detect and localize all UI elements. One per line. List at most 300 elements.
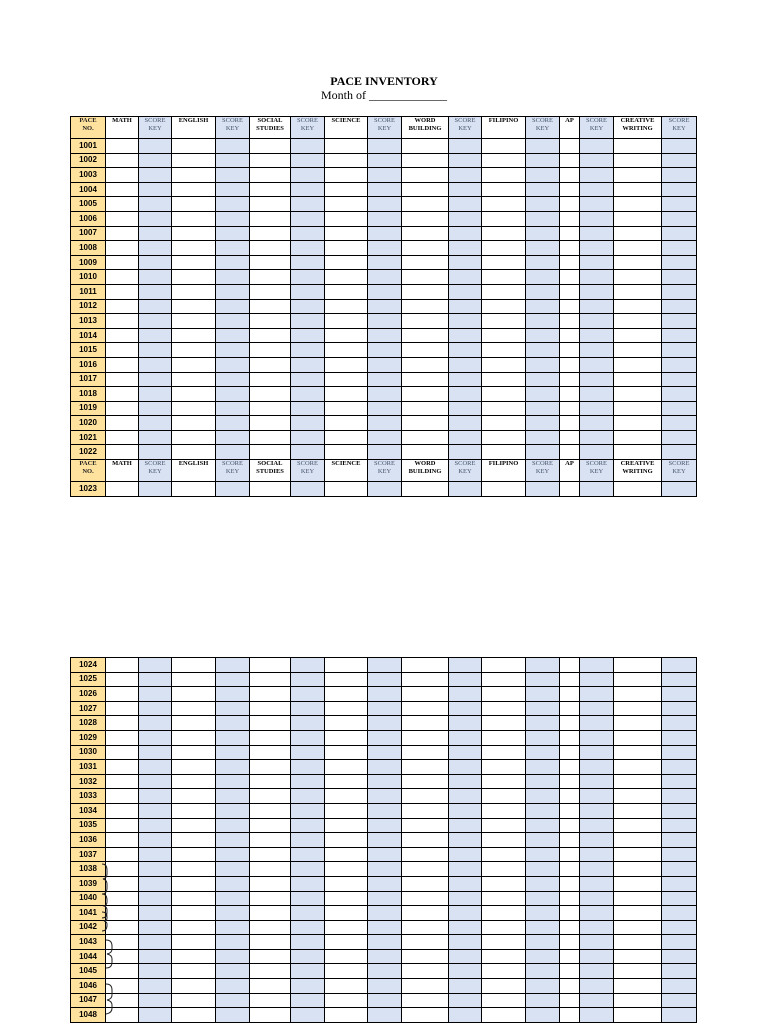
score-key-cell[interactable] (368, 314, 402, 329)
score-key-cell[interactable] (291, 789, 325, 804)
score-key-cell[interactable] (662, 730, 697, 745)
subject-cell[interactable] (614, 979, 662, 994)
score-key-cell[interactable] (662, 387, 697, 402)
score-key-cell[interactable] (291, 255, 325, 270)
subject-cell[interactable] (172, 299, 216, 314)
score-key-cell[interactable] (449, 168, 482, 183)
subject-cell[interactable] (325, 789, 368, 804)
subject-cell[interactable] (250, 139, 291, 154)
subject-cell[interactable] (560, 182, 580, 197)
subject-cell[interactable] (482, 906, 526, 921)
score-key-cell[interactable] (449, 891, 482, 906)
score-key-cell[interactable] (139, 920, 172, 935)
score-key-cell[interactable] (139, 168, 172, 183)
subject-cell[interactable] (106, 964, 139, 979)
subject-cell[interactable] (106, 416, 139, 431)
score-key-cell[interactable] (139, 270, 172, 285)
subject-cell[interactable] (482, 935, 526, 950)
score-key-cell[interactable] (580, 760, 614, 775)
subject-cell[interactable] (482, 182, 526, 197)
subject-cell[interactable] (482, 862, 526, 877)
subject-cell[interactable] (172, 255, 216, 270)
subject-cell[interactable] (482, 993, 526, 1008)
subject-cell[interactable] (402, 482, 449, 497)
score-key-cell[interactable] (449, 862, 482, 877)
score-key-cell[interactable] (291, 730, 325, 745)
subject-cell[interactable] (560, 701, 580, 716)
score-key-cell[interactable] (662, 314, 697, 329)
score-key-cell[interactable] (368, 328, 402, 343)
subject-cell[interactable] (172, 270, 216, 285)
score-key-cell[interactable] (368, 847, 402, 862)
score-key-cell[interactable] (526, 789, 560, 804)
subject-cell[interactable] (172, 745, 216, 760)
score-key-cell[interactable] (139, 906, 172, 921)
score-key-cell[interactable] (449, 672, 482, 687)
score-key-cell[interactable] (449, 211, 482, 226)
subject-cell[interactable] (106, 876, 139, 891)
score-key-cell[interactable] (216, 658, 250, 673)
subject-cell[interactable] (402, 716, 449, 731)
subject-cell[interactable] (172, 701, 216, 716)
subject-cell[interactable] (402, 328, 449, 343)
subject-cell[interactable] (325, 760, 368, 775)
score-key-cell[interactable] (139, 255, 172, 270)
score-key-cell[interactable] (368, 197, 402, 212)
subject-cell[interactable] (482, 1008, 526, 1023)
subject-cell[interactable] (250, 372, 291, 387)
subject-cell[interactable] (106, 430, 139, 445)
subject-cell[interactable] (402, 1008, 449, 1023)
subject-cell[interactable] (250, 284, 291, 299)
score-key-cell[interactable] (580, 168, 614, 183)
subject-cell[interactable] (482, 284, 526, 299)
subject-cell[interactable] (250, 387, 291, 402)
subject-cell[interactable] (560, 343, 580, 358)
score-key-cell[interactable] (368, 774, 402, 789)
subject-cell[interactable] (325, 833, 368, 848)
score-key-cell[interactable] (449, 197, 482, 212)
subject-cell[interactable] (560, 270, 580, 285)
subject-cell[interactable] (250, 314, 291, 329)
subject-cell[interactable] (325, 818, 368, 833)
subject-cell[interactable] (250, 401, 291, 416)
score-key-cell[interactable] (216, 701, 250, 716)
score-key-cell[interactable] (526, 430, 560, 445)
score-key-cell[interactable] (662, 430, 697, 445)
subject-cell[interactable] (325, 255, 368, 270)
subject-cell[interactable] (172, 387, 216, 402)
score-key-cell[interactable] (449, 226, 482, 241)
score-key-cell[interactable] (449, 803, 482, 818)
score-key-cell[interactable] (291, 920, 325, 935)
score-key-cell[interactable] (216, 416, 250, 431)
score-key-cell[interactable] (580, 1008, 614, 1023)
score-key-cell[interactable] (291, 211, 325, 226)
subject-cell[interactable] (172, 949, 216, 964)
subject-cell[interactable] (614, 270, 662, 285)
subject-cell[interactable] (482, 343, 526, 358)
subject-cell[interactable] (325, 906, 368, 921)
score-key-cell[interactable] (139, 993, 172, 1008)
subject-cell[interactable] (560, 168, 580, 183)
subject-cell[interactable] (402, 182, 449, 197)
score-key-cell[interactable] (216, 730, 250, 745)
subject-cell[interactable] (172, 760, 216, 775)
score-key-cell[interactable] (662, 760, 697, 775)
subject-cell[interactable] (560, 818, 580, 833)
subject-cell[interactable] (402, 847, 449, 862)
subject-cell[interactable] (482, 774, 526, 789)
subject-cell[interactable] (560, 372, 580, 387)
subject-cell[interactable] (614, 949, 662, 964)
subject-cell[interactable] (325, 993, 368, 1008)
score-key-cell[interactable] (580, 211, 614, 226)
subject-cell[interactable] (325, 687, 368, 702)
subject-cell[interactable] (172, 445, 216, 460)
subject-cell[interactable] (250, 343, 291, 358)
subject-cell[interactable] (325, 949, 368, 964)
score-key-cell[interactable] (580, 241, 614, 256)
subject-cell[interactable] (482, 357, 526, 372)
subject-cell[interactable] (560, 730, 580, 745)
subject-cell[interactable] (614, 701, 662, 716)
score-key-cell[interactable] (449, 876, 482, 891)
score-key-cell[interactable] (526, 672, 560, 687)
score-key-cell[interactable] (449, 372, 482, 387)
subject-cell[interactable] (325, 979, 368, 994)
score-key-cell[interactable] (526, 920, 560, 935)
score-key-cell[interactable] (291, 482, 325, 497)
subject-cell[interactable] (172, 211, 216, 226)
subject-cell[interactable] (560, 284, 580, 299)
subject-cell[interactable] (106, 745, 139, 760)
score-key-cell[interactable] (449, 1008, 482, 1023)
subject-cell[interactable] (402, 168, 449, 183)
subject-cell[interactable] (402, 672, 449, 687)
score-key-cell[interactable] (662, 241, 697, 256)
subject-cell[interactable] (560, 226, 580, 241)
subject-cell[interactable] (482, 328, 526, 343)
subject-cell[interactable] (250, 270, 291, 285)
score-key-cell[interactable] (216, 862, 250, 877)
score-key-cell[interactable] (216, 401, 250, 416)
subject-cell[interactable] (482, 979, 526, 994)
subject-cell[interactable] (482, 197, 526, 212)
subject-cell[interactable] (106, 445, 139, 460)
subject-cell[interactable] (482, 226, 526, 241)
score-key-cell[interactable] (580, 182, 614, 197)
score-key-cell[interactable] (368, 211, 402, 226)
score-key-cell[interactable] (580, 745, 614, 760)
score-key-cell[interactable] (139, 139, 172, 154)
score-key-cell[interactable] (449, 153, 482, 168)
subject-cell[interactable] (614, 818, 662, 833)
subject-cell[interactable] (106, 314, 139, 329)
subject-cell[interactable] (614, 357, 662, 372)
score-key-cell[interactable] (662, 139, 697, 154)
subject-cell[interactable] (325, 328, 368, 343)
subject-cell[interactable] (614, 789, 662, 804)
subject-cell[interactable] (402, 906, 449, 921)
score-key-cell[interactable] (662, 1008, 697, 1023)
subject-cell[interactable] (172, 139, 216, 154)
subject-cell[interactable] (560, 139, 580, 154)
score-key-cell[interactable] (368, 862, 402, 877)
score-key-cell[interactable] (291, 445, 325, 460)
score-key-cell[interactable] (526, 401, 560, 416)
score-key-cell[interactable] (291, 314, 325, 329)
score-key-cell[interactable] (368, 687, 402, 702)
score-key-cell[interactable] (526, 343, 560, 358)
subject-cell[interactable] (250, 935, 291, 950)
subject-cell[interactable] (325, 139, 368, 154)
score-key-cell[interactable] (662, 701, 697, 716)
subject-cell[interactable] (250, 482, 291, 497)
score-key-cell[interactable] (291, 357, 325, 372)
score-key-cell[interactable] (368, 701, 402, 716)
score-key-cell[interactable] (368, 226, 402, 241)
subject-cell[interactable] (402, 701, 449, 716)
subject-cell[interactable] (402, 226, 449, 241)
score-key-cell[interactable] (139, 774, 172, 789)
score-key-cell[interactable] (216, 153, 250, 168)
subject-cell[interactable] (172, 862, 216, 877)
subject-cell[interactable] (560, 716, 580, 731)
score-key-cell[interactable] (291, 935, 325, 950)
subject-cell[interactable] (482, 372, 526, 387)
score-key-cell[interactable] (449, 139, 482, 154)
score-key-cell[interactable] (449, 270, 482, 285)
score-key-cell[interactable] (580, 357, 614, 372)
subject-cell[interactable] (106, 241, 139, 256)
score-key-cell[interactable] (662, 211, 697, 226)
subject-cell[interactable] (325, 211, 368, 226)
score-key-cell[interactable] (662, 949, 697, 964)
score-key-cell[interactable] (216, 891, 250, 906)
score-key-cell[interactable] (216, 168, 250, 183)
score-key-cell[interactable] (291, 372, 325, 387)
score-key-cell[interactable] (449, 299, 482, 314)
score-key-cell[interactable] (291, 745, 325, 760)
subject-cell[interactable] (325, 430, 368, 445)
subject-cell[interactable] (106, 139, 139, 154)
score-key-cell[interactable] (449, 964, 482, 979)
subject-cell[interactable] (250, 789, 291, 804)
score-key-cell[interactable] (449, 906, 482, 921)
subject-cell[interactable] (250, 658, 291, 673)
score-key-cell[interactable] (526, 284, 560, 299)
score-key-cell[interactable] (580, 416, 614, 431)
subject-cell[interactable] (250, 920, 291, 935)
subject-cell[interactable] (172, 730, 216, 745)
score-key-cell[interactable] (139, 803, 172, 818)
subject-cell[interactable] (402, 920, 449, 935)
score-key-cell[interactable] (580, 328, 614, 343)
subject-cell[interactable] (482, 430, 526, 445)
score-key-cell[interactable] (291, 658, 325, 673)
score-key-cell[interactable] (526, 847, 560, 862)
score-key-cell[interactable] (291, 964, 325, 979)
score-key-cell[interactable] (526, 774, 560, 789)
score-key-cell[interactable] (449, 182, 482, 197)
score-key-cell[interactable] (662, 401, 697, 416)
subject-cell[interactable] (325, 701, 368, 716)
score-key-cell[interactable] (139, 284, 172, 299)
subject-cell[interactable] (402, 270, 449, 285)
subject-cell[interactable] (402, 876, 449, 891)
score-key-cell[interactable] (526, 197, 560, 212)
subject-cell[interactable] (614, 687, 662, 702)
score-key-cell[interactable] (368, 949, 402, 964)
subject-cell[interactable] (325, 730, 368, 745)
subject-cell[interactable] (250, 153, 291, 168)
score-key-cell[interactable] (139, 482, 172, 497)
subject-cell[interactable] (402, 862, 449, 877)
subject-cell[interactable] (325, 284, 368, 299)
score-key-cell[interactable] (580, 876, 614, 891)
subject-cell[interactable] (560, 964, 580, 979)
subject-cell[interactable] (614, 803, 662, 818)
subject-cell[interactable] (172, 416, 216, 431)
subject-cell[interactable] (482, 847, 526, 862)
subject-cell[interactable] (560, 658, 580, 673)
score-key-cell[interactable] (449, 745, 482, 760)
subject-cell[interactable] (106, 701, 139, 716)
score-key-cell[interactable] (526, 372, 560, 387)
subject-cell[interactable] (560, 745, 580, 760)
subject-cell[interactable] (482, 658, 526, 673)
score-key-cell[interactable] (662, 226, 697, 241)
subject-cell[interactable] (106, 197, 139, 212)
subject-cell[interactable] (172, 401, 216, 416)
subject-cell[interactable] (482, 789, 526, 804)
score-key-cell[interactable] (662, 774, 697, 789)
score-key-cell[interactable] (662, 993, 697, 1008)
subject-cell[interactable] (325, 847, 368, 862)
score-key-cell[interactable] (368, 730, 402, 745)
score-key-cell[interactable] (368, 745, 402, 760)
subject-cell[interactable] (250, 1008, 291, 1023)
subject-cell[interactable] (325, 357, 368, 372)
score-key-cell[interactable] (216, 328, 250, 343)
score-key-cell[interactable] (368, 906, 402, 921)
subject-cell[interactable] (402, 730, 449, 745)
subject-cell[interactable] (325, 153, 368, 168)
score-key-cell[interactable] (291, 672, 325, 687)
subject-cell[interactable] (614, 182, 662, 197)
subject-cell[interactable] (560, 482, 580, 497)
subject-cell[interactable] (402, 445, 449, 460)
score-key-cell[interactable] (526, 949, 560, 964)
score-key-cell[interactable] (216, 357, 250, 372)
subject-cell[interactable] (614, 153, 662, 168)
score-key-cell[interactable] (368, 139, 402, 154)
subject-cell[interactable] (402, 343, 449, 358)
score-key-cell[interactable] (216, 299, 250, 314)
subject-cell[interactable] (482, 687, 526, 702)
score-key-cell[interactable] (139, 672, 172, 687)
score-key-cell[interactable] (662, 153, 697, 168)
score-key-cell[interactable] (216, 803, 250, 818)
subject-cell[interactable] (402, 401, 449, 416)
subject-cell[interactable] (250, 833, 291, 848)
subject-cell[interactable] (614, 891, 662, 906)
subject-cell[interactable] (250, 891, 291, 906)
subject-cell[interactable] (560, 328, 580, 343)
subject-cell[interactable] (560, 314, 580, 329)
score-key-cell[interactable] (139, 818, 172, 833)
subject-cell[interactable] (482, 255, 526, 270)
score-key-cell[interactable] (291, 153, 325, 168)
score-key-cell[interactable] (449, 401, 482, 416)
subject-cell[interactable] (402, 833, 449, 848)
subject-cell[interactable] (614, 1008, 662, 1023)
subject-cell[interactable] (106, 387, 139, 402)
subject-cell[interactable] (106, 255, 139, 270)
score-key-cell[interactable] (526, 482, 560, 497)
score-key-cell[interactable] (139, 211, 172, 226)
score-key-cell[interactable] (139, 445, 172, 460)
score-key-cell[interactable] (580, 862, 614, 877)
score-key-cell[interactable] (368, 979, 402, 994)
score-key-cell[interactable] (139, 760, 172, 775)
subject-cell[interactable] (250, 226, 291, 241)
score-key-cell[interactable] (216, 372, 250, 387)
score-key-cell[interactable] (368, 241, 402, 256)
score-key-cell[interactable] (216, 833, 250, 848)
score-key-cell[interactable] (291, 891, 325, 906)
score-key-cell[interactable] (368, 658, 402, 673)
score-key-cell[interactable] (368, 891, 402, 906)
subject-cell[interactable] (560, 876, 580, 891)
score-key-cell[interactable] (291, 182, 325, 197)
score-key-cell[interactable] (580, 891, 614, 906)
subject-cell[interactable] (325, 774, 368, 789)
score-key-cell[interactable] (291, 284, 325, 299)
score-key-cell[interactable] (662, 862, 697, 877)
score-key-cell[interactable] (368, 789, 402, 804)
subject-cell[interactable] (172, 774, 216, 789)
subject-cell[interactable] (560, 416, 580, 431)
score-key-cell[interactable] (580, 270, 614, 285)
score-key-cell[interactable] (139, 328, 172, 343)
subject-cell[interactable] (250, 430, 291, 445)
subject-cell[interactable] (250, 774, 291, 789)
score-key-cell[interactable] (662, 658, 697, 673)
score-key-cell[interactable] (291, 416, 325, 431)
subject-cell[interactable] (482, 416, 526, 431)
score-key-cell[interactable] (662, 803, 697, 818)
score-key-cell[interactable] (449, 255, 482, 270)
score-key-cell[interactable] (526, 270, 560, 285)
score-key-cell[interactable] (449, 949, 482, 964)
score-key-cell[interactable] (368, 270, 402, 285)
score-key-cell[interactable] (449, 789, 482, 804)
score-key-cell[interactable] (449, 730, 482, 745)
score-key-cell[interactable] (449, 847, 482, 862)
subject-cell[interactable] (172, 284, 216, 299)
subject-cell[interactable] (482, 270, 526, 285)
score-key-cell[interactable] (449, 760, 482, 775)
score-key-cell[interactable] (368, 299, 402, 314)
score-key-cell[interactable] (580, 979, 614, 994)
score-key-cell[interactable] (368, 993, 402, 1008)
subject-cell[interactable] (482, 920, 526, 935)
subject-cell[interactable] (106, 920, 139, 935)
score-key-cell[interactable] (216, 430, 250, 445)
subject-cell[interactable] (250, 255, 291, 270)
